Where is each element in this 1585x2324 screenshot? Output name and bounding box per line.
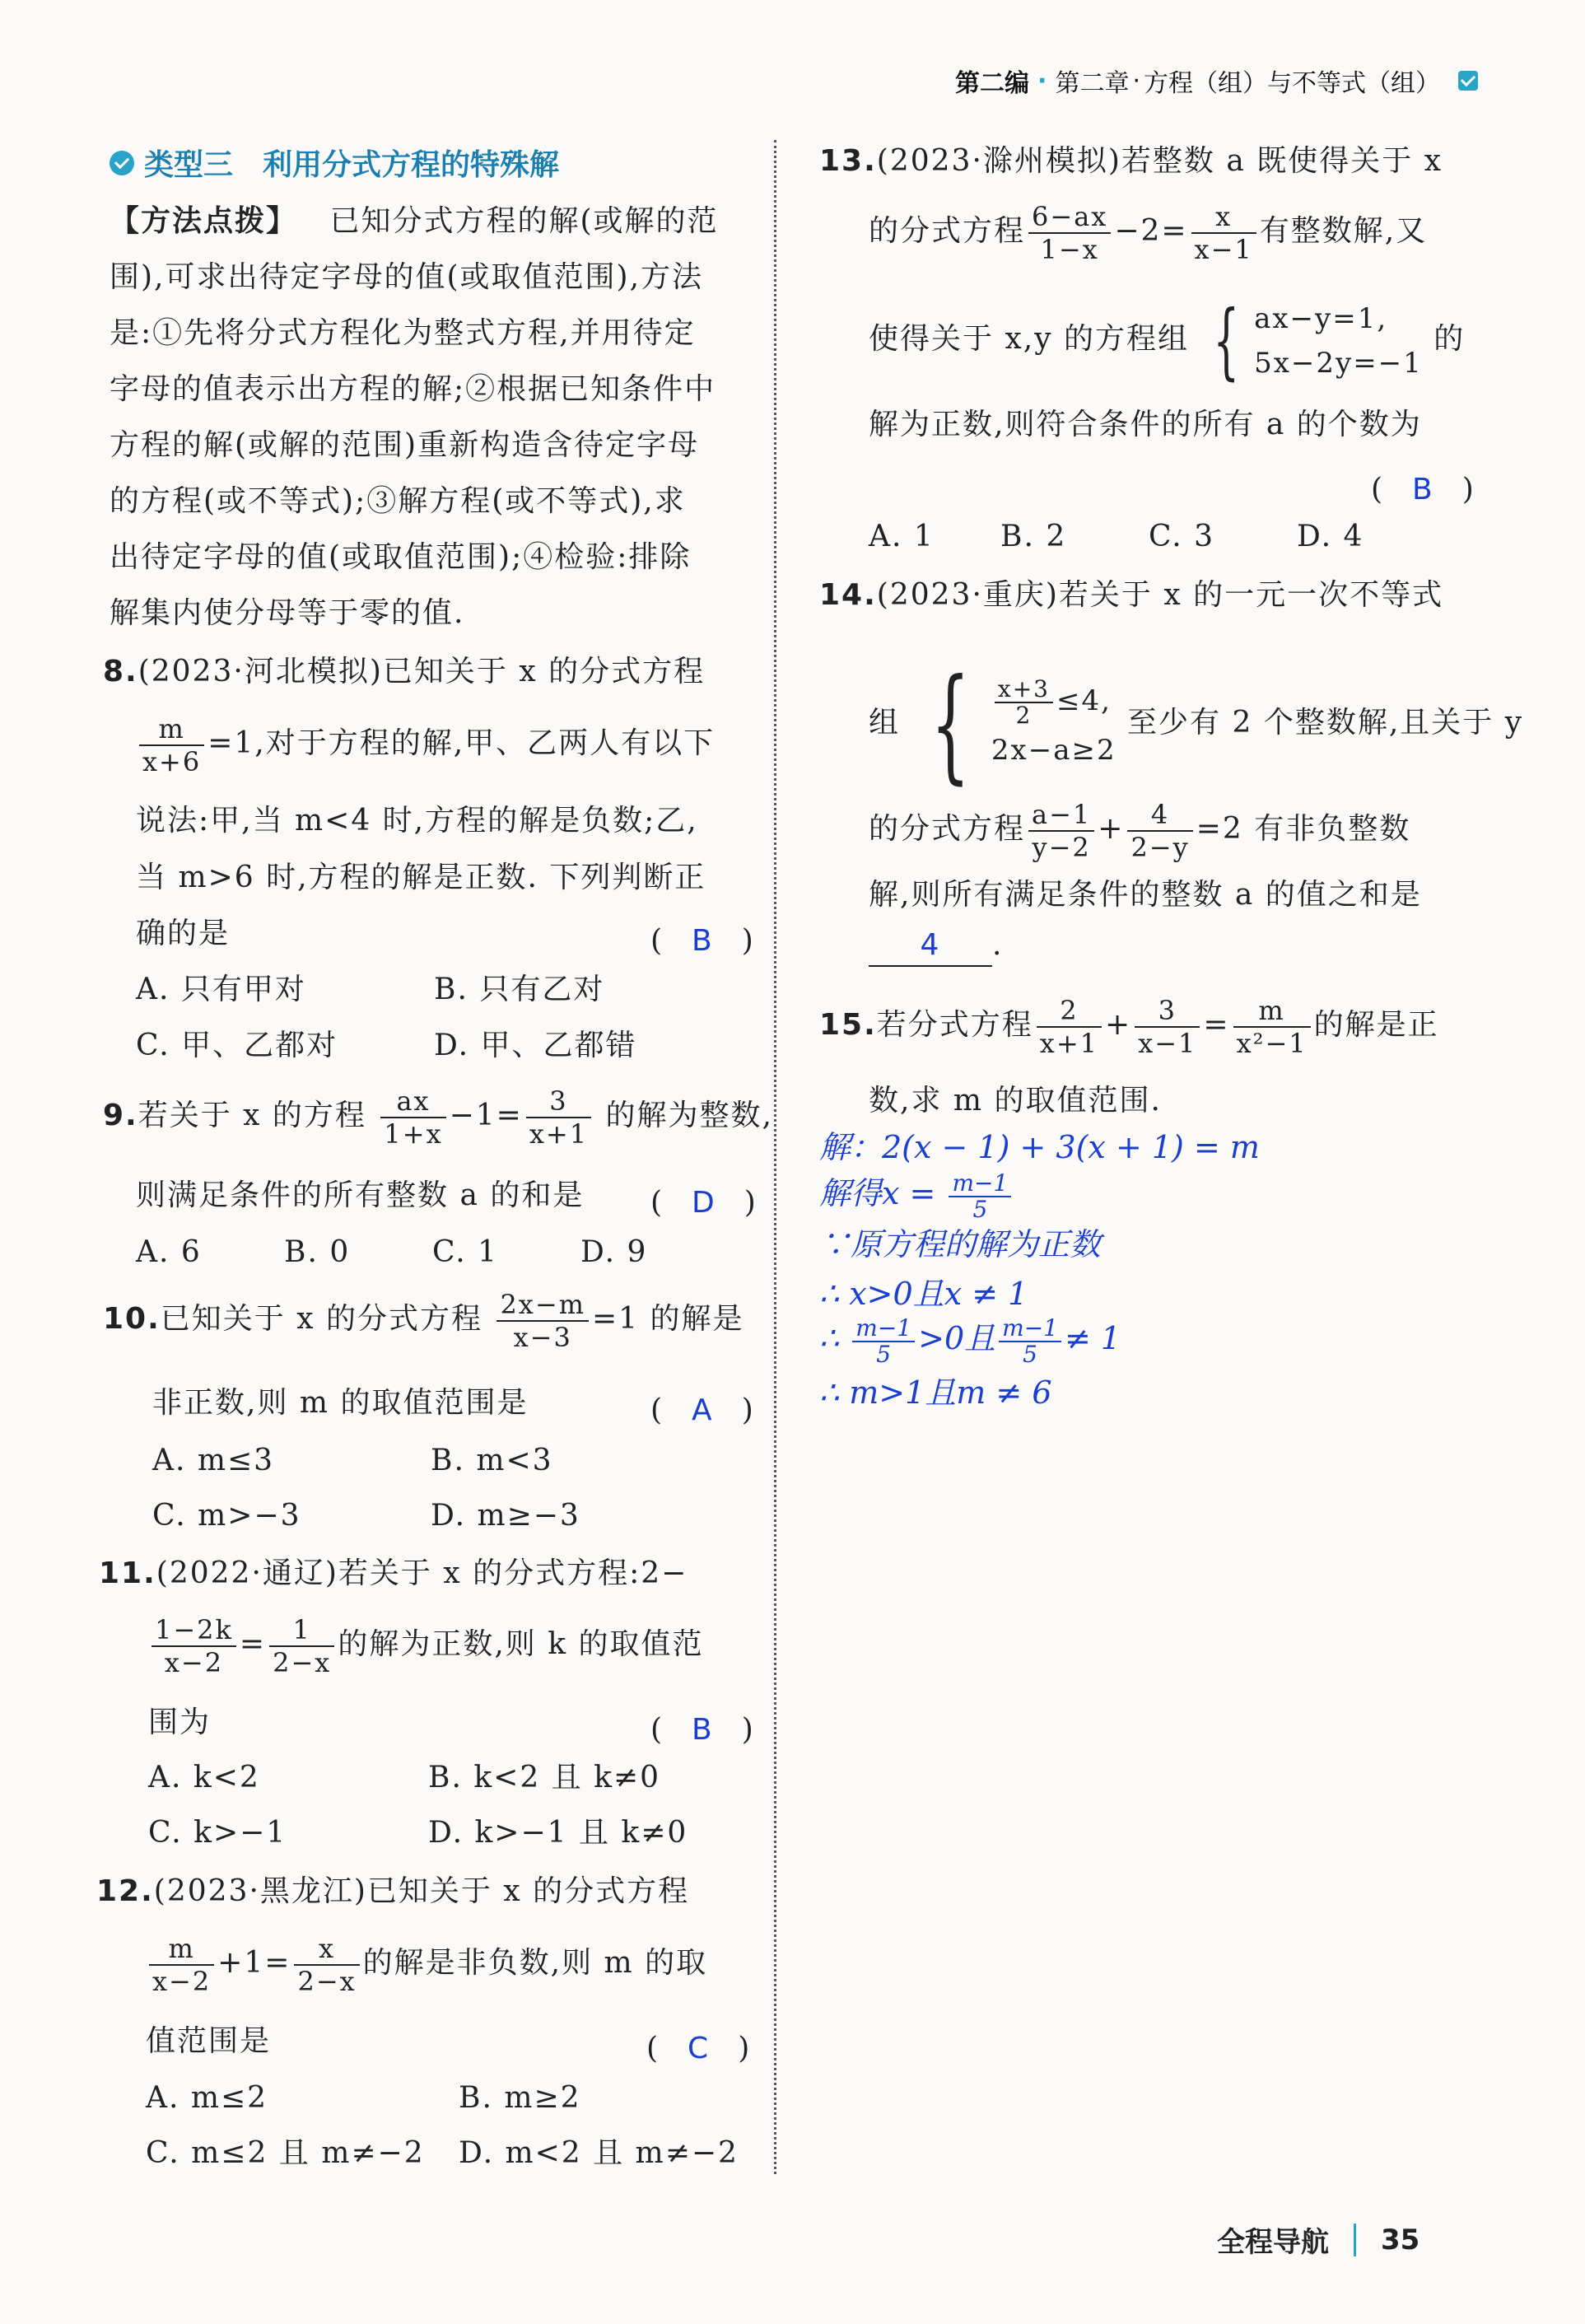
q13-option-d: D. 4 (1297, 520, 1364, 553)
q12-line2: $\frac{m}{x-2}$ +1= $\frac{x}{2-x}$ 的解是非负数,则 m 的取 (146, 1933, 707, 1997)
q9-line2: 则满足条件的所有整数 a 的和是 (136, 1178, 585, 1212)
q13-line1: 13.(2023·滁州模拟)若整数 a 既使得关于 x (819, 144, 1443, 178)
method-line-3: 字母的值表示出方程的解;②根据已知条件中 (110, 372, 716, 406)
q11-option-c: C. k>−1 (148, 1816, 287, 1850)
section-title: 类型三 利用分式方程的特殊解 (110, 142, 559, 184)
q10-line2: 非正数,则 m 的取值范围是 (152, 1386, 529, 1420)
q15-line1: 15.若分式方程 $\frac{2}{x+1}$ + $\frac{3}{x-1}$ = $\frac{m}{\text{x²−1}}$ 的解是正 (819, 995, 1439, 1059)
q13-answer: ( B ) (1371, 473, 1474, 506)
q10-answer: ( A ) (650, 1393, 753, 1427)
q13-option-c: C. 3 (1149, 520, 1215, 553)
q11-line1: 11.(2022·通辽)若关于 x 的分式方程:2− (99, 1556, 688, 1590)
method-line-0: 【方法点拨】 已知分式方程的解(或解的范 (110, 204, 719, 238)
q12-option-a: A. m≤2 (146, 2081, 268, 2115)
q12-option-b: B. m≥2 (459, 2081, 581, 2115)
q11-option-b: B. k<2 且 k≠0 (428, 1761, 660, 1794)
q8-option-c: C. 甲、乙都对 (136, 1029, 338, 1062)
check-circle-icon (110, 151, 134, 175)
q8-line1: 8.(2023·河北模拟)已知关于 x 的分式方程 (103, 655, 706, 688)
q15-line2: 数,求 m 的取值范围. (869, 1084, 1162, 1118)
q9-option-d: D. 9 (580, 1235, 648, 1269)
header-part: 第二编 (955, 69, 1030, 98)
solution-line-2: 解得x = $\frac{m-1}{5}$ (819, 1168, 1014, 1222)
q14-line1: 14.(2023·重庆)若关于 x 的一元一次不等式 (819, 578, 1444, 612)
q8-option-b: B. 只有乙对 (434, 973, 605, 1006)
method-label: 【方法点拨】 (110, 204, 298, 238)
method-line-5: 的方程(或不等式);③解方程(或不等式),求 (110, 484, 686, 518)
header-chapter: 第二章 (1055, 69, 1130, 98)
q10-option-d: D. m≥−3 (431, 1499, 580, 1533)
q14-blank: 4 . (869, 926, 1003, 967)
header-title: 方程（组）与不等式（组） (1144, 69, 1440, 98)
q14-line3: 的分式方程 $\frac{a-1}{y-2}$ + $\frac{4}{2-y}$ =2 有非负整数 (869, 799, 1411, 863)
q13-equation-system: { ax−y=1, 5x−2y=−1 (1213, 292, 1423, 389)
solution-line-3: ∵原方程的解为正数 (819, 1226, 1102, 1262)
q9-line1: 9.若关于 x 的方程 $\frac{ax}{1+x}$ −1= $\frac{3}{x+1}$ 的解为整数, (103, 1085, 773, 1150)
q10-option-b: B. m<3 (431, 1444, 553, 1477)
q8-answer: ( B ) (650, 924, 753, 958)
method-line-4: 方程的解(或解的范围)重新构造含待定字母 (110, 428, 700, 462)
q11-answer: ( B ) (650, 1713, 753, 1747)
solution-line-4: ∴ x>0且x ≠ 1 (819, 1276, 1028, 1312)
q12-line3: 值范围是 (146, 2024, 272, 2058)
check-icon (1458, 71, 1478, 91)
q12-answer: ( C ) (646, 2032, 750, 2065)
method-line-7: 解集内使分母等于零的值. (110, 596, 465, 630)
q10-line1: 10.已知关于 x 的分式方程 $\frac{2x-m}{x-3}$ =1 的解是 (103, 1289, 744, 1353)
q14-line2: 组 { $\frac{x+3}{2}$ ≤4, 2x−a≥2 至少有 2 个整数解,且关于 y (869, 653, 1524, 796)
q8-fraction: $\frac{m}{x+6}$ (139, 713, 204, 777)
q12-option-d: D. m<2 且 m≠−2 (459, 2136, 739, 2170)
q8-line5: 确的是 (136, 917, 231, 950)
q8-option-d: D. 甲、乙都错 (434, 1029, 637, 1062)
q9-option-c: C. 1 (432, 1235, 499, 1269)
method-line-1: 围),可求出待定字母的值(或取值范围),方法 (110, 260, 704, 294)
q13-option-b: B. 2 (1000, 520, 1067, 553)
q8-line2: $\frac{m}{x+6}$ =1,对于方程的解,甲、乙两人有以下 (136, 713, 715, 777)
q9-option-a: A. 6 (136, 1235, 202, 1269)
q14-line4: 解,则所有满足条件的整数 a 的值之和是 (869, 878, 1422, 912)
q11-option-d: D. k>−1 且 k≠0 (428, 1816, 688, 1850)
q12-option-c: C. m≤2 且 m≠−2 (146, 2136, 425, 2170)
q13-option-a: A. 1 (869, 520, 935, 553)
page-footer (1217, 2219, 1420, 2260)
solution-line-6: ∴ m>1且m ≠ 6 (819, 1374, 1052, 1411)
solution-line-5: ∴ $\frac{m-1}{5}$ >0且 $\frac{m-1}{5}$ ≠ 1 (819, 1314, 1121, 1368)
page-header: 第二编 · 第二章 · 方程（组）与不等式（组） (955, 63, 1478, 99)
q9-answer: ( D ) (650, 1186, 756, 1220)
q13-line2: 的分式方程 $\frac{6-ax}{1-x}$ −2= $\frac{x}{x-1}$ 有整数解,又 (869, 201, 1428, 265)
page-number: 35 (1381, 2223, 1420, 2256)
q11-option-a: A. k<2 (148, 1761, 260, 1794)
q13-line4: 解为正数,则符合条件的所有 a 的个数为 (869, 408, 1422, 441)
method-line-6: 出待定字母的值(或取值范围);④检验:排除 (110, 540, 692, 574)
method-line-2: 是:①先将分式方程化为整式方程,并用待定 (110, 316, 696, 350)
q10-option-c: C. m>−3 (152, 1499, 301, 1533)
q8-option-a: A. 只有甲对 (136, 973, 306, 1006)
q11-line3: 围为 (148, 1706, 212, 1739)
q8-line3: 说法:甲,当 m<4 时,方程的解是负数;乙, (136, 804, 698, 838)
q13-line3: 使得关于 x,y 的方程组 { ax−y=1, 5x−2y=−1 的 (869, 292, 1466, 389)
solution-line-1: 解：2(x − 1) + 3(x + 1) = m (819, 1129, 1260, 1165)
q14-inequality-system: { $\frac{x+3}{2}$ ≤4, 2x−a≥2 (930, 653, 1116, 796)
q11-line2: $\frac{1-2k}{x-2}$ = $\frac{1}{2-x}$ 的解为正数,则 k 的取值范 (148, 1614, 703, 1678)
q12-line1: 12.(2023·黑龙江)已知关于 x 的分式方程 (96, 1874, 690, 1908)
q9-option-b: B. 0 (284, 1235, 351, 1269)
q10-option-a: A. m≤3 (152, 1444, 275, 1477)
q8-line4: 当 m>6 时,方程的解是正数. 下列判断正 (136, 861, 706, 894)
column-divider (774, 140, 776, 2174)
footer-brand: 全程导航 (1217, 2226, 1329, 2259)
